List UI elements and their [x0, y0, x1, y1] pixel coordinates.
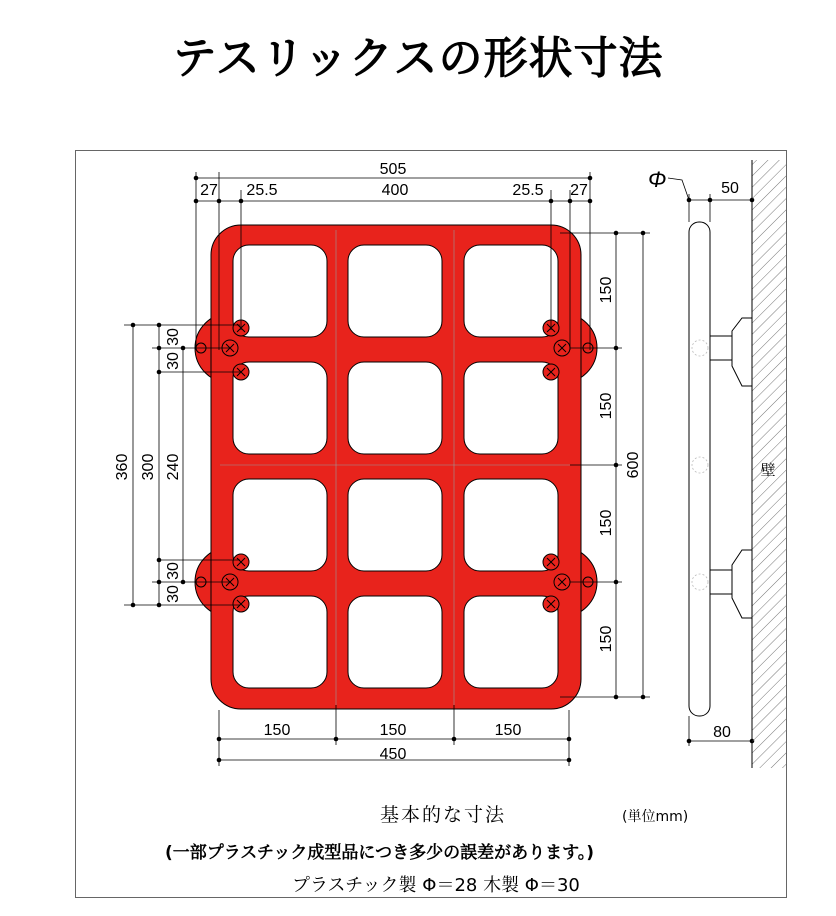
dim-right-offset: 25.5 [512, 182, 544, 199]
panel-opening [464, 245, 558, 337]
dim-row-1: 150 [598, 276, 615, 304]
dim-30-b: 30 [165, 352, 182, 370]
page-title: テスリックスの形状寸法 [172, 33, 664, 84]
dim-total-width: 450 [379, 746, 407, 763]
dim-300: 300 [140, 453, 157, 481]
dim-offset-50: 50 [721, 180, 739, 197]
dim-30-c: 30 [165, 562, 182, 580]
side-view [648, 160, 786, 768]
panel-opening [348, 479, 442, 571]
panel-opening [348, 245, 442, 337]
caption-heading: 基本的な寸法 [380, 804, 507, 826]
dim-right-margin: 27 [570, 182, 588, 199]
dim-col-1: 150 [263, 722, 291, 739]
dim-col-3: 150 [494, 722, 522, 739]
dim-depth-80: 80 [713, 724, 731, 741]
dim-overall-width: 505 [379, 161, 407, 178]
wall-label: 壁 [760, 462, 776, 479]
mirror-panel [195, 225, 597, 709]
panel-opening [348, 362, 442, 454]
dim-30-d: 30 [165, 585, 182, 603]
dim-total-height: 600 [625, 451, 642, 479]
dim-row-4: 150 [598, 625, 615, 653]
dim-30-a: 30 [165, 328, 182, 346]
panel-opening [464, 596, 558, 688]
panel-opening [348, 596, 442, 688]
caption-materials: プラスチック製 Φ＝28 木製 Φ＝30 [292, 875, 580, 896]
dim-row-2: 150 [598, 392, 615, 420]
dim-left-offset: 25.5 [246, 182, 278, 199]
phi-symbol: Φ [648, 167, 667, 192]
dim-inner-width: 400 [381, 182, 409, 199]
panel-opening [464, 479, 558, 571]
dim-row-3: 150 [598, 509, 615, 537]
dim-col-2: 150 [379, 722, 407, 739]
dim-240: 240 [165, 453, 182, 481]
dim-360: 360 [114, 453, 131, 481]
wall-brackets [710, 318, 752, 618]
caption-unit: (単位mm) [622, 809, 689, 825]
dim-left-margin: 27 [200, 182, 218, 199]
caption-note: (一部プラスチック成型品につき多少の誤差があります。) [165, 843, 594, 863]
